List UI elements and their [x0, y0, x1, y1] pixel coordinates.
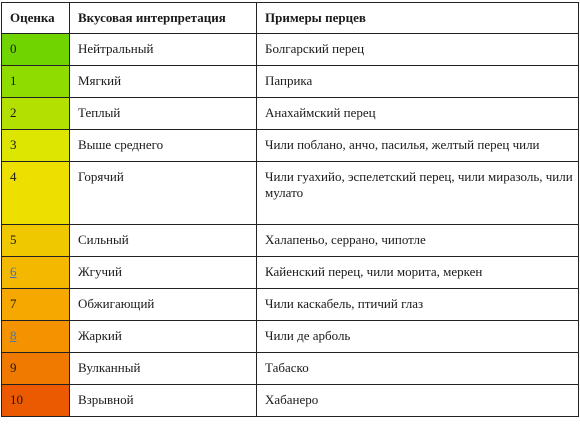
- score-cell: 7: [2, 289, 70, 321]
- score-cell: 5: [2, 225, 70, 257]
- examples-cell: Паприка: [257, 66, 579, 98]
- examples-cell: Чили гуахийо, эспелетский перец, чили миразоль, чили мулато: [257, 162, 579, 225]
- examples-cell: Анахаймский перец: [257, 98, 579, 130]
- header-examples: Примеры перцев: [257, 3, 579, 34]
- table-row: [2, 162, 579, 225]
- examples-cell: Кайенский перец, чили морита, меркен: [257, 257, 579, 289]
- taste-cell: Теплый: [70, 98, 257, 130]
- taste-cell: Сильный: [70, 225, 257, 257]
- score-cell: 4: [2, 162, 70, 225]
- score-cell: [2, 257, 70, 289]
- score-link[interactable]: 6: [10, 264, 17, 279]
- header-score: Оценка: [2, 3, 70, 34]
- table-row: [2, 353, 579, 385]
- examples-cell: Болгарский перец: [257, 34, 579, 66]
- table-row: [2, 225, 579, 257]
- examples-cell: Чили поблано, анчо, пасилья, желтый перец чили: [257, 130, 579, 162]
- table-row: [2, 289, 579, 321]
- examples-cell: Халапеньо, серрано, чипотле: [257, 225, 579, 257]
- score-link[interactable]: 8: [10, 328, 17, 343]
- taste-cell: Вулканный: [70, 353, 257, 385]
- taste-cell: Горячий: [70, 162, 257, 225]
- taste-cell: Обжигающий: [70, 289, 257, 321]
- examples-cell: Чили де арболь: [257, 321, 579, 353]
- score-cell: 9: [2, 353, 70, 385]
- header-row: [2, 3, 579, 34]
- pepper-heat-table: [1, 2, 579, 417]
- score-cell: [2, 321, 70, 353]
- score-cell: 0: [2, 34, 70, 66]
- taste-cell: Нейтральный: [70, 34, 257, 66]
- examples-cell: Табаско: [257, 353, 579, 385]
- table-row: [2, 385, 579, 417]
- table-row: [2, 66, 579, 98]
- score-cell: 1: [2, 66, 70, 98]
- examples-cell: Хабанеро: [257, 385, 579, 417]
- score-cell: 3: [2, 130, 70, 162]
- taste-cell: Мягкий: [70, 66, 257, 98]
- table-row: [2, 321, 579, 353]
- taste-cell: Жгучий: [70, 257, 257, 289]
- taste-cell: Взрывной: [70, 385, 257, 417]
- table-row: [2, 130, 579, 162]
- score-cell: 2: [2, 98, 70, 130]
- table-row: [2, 34, 579, 66]
- table-row: [2, 98, 579, 130]
- taste-cell: Выше среднего: [70, 130, 257, 162]
- score-cell: 10: [2, 385, 70, 417]
- taste-cell: Жаркий: [70, 321, 257, 353]
- table-row: [2, 257, 579, 289]
- header-taste: Вкусовая интерпретация: [70, 3, 257, 34]
- examples-cell: Чили каскабель, птичий глаз: [257, 289, 579, 321]
